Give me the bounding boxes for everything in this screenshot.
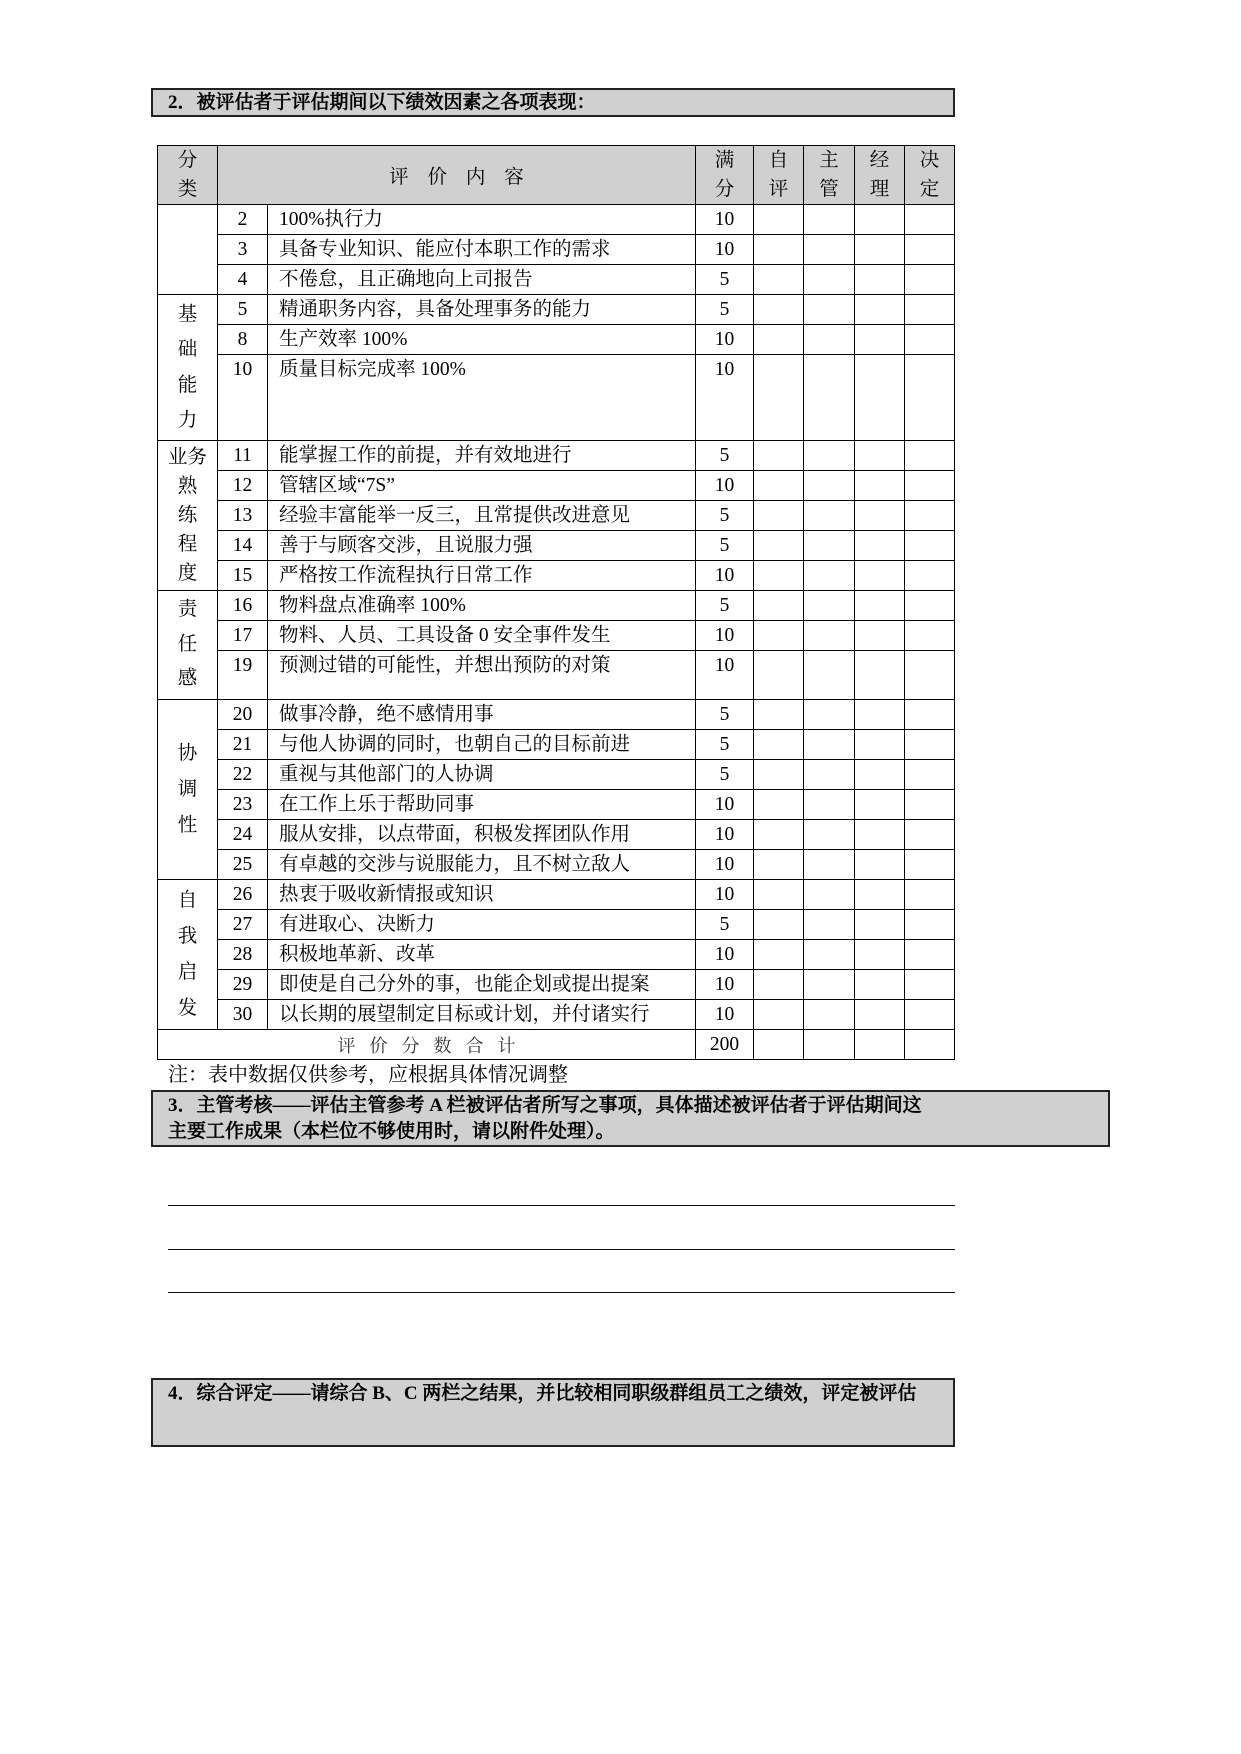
- manager-score-cell: [855, 880, 905, 910]
- item-number: 28: [218, 940, 268, 970]
- category-label-line: 能: [177, 374, 198, 396]
- item-content: 严格按工作流程执行日常工作: [268, 561, 696, 591]
- item-full-score: 10: [696, 820, 754, 850]
- header-manager: [855, 146, 905, 205]
- item-number: 3: [218, 235, 268, 265]
- category-label-line: 责: [177, 598, 198, 620]
- category-cell: [158, 441, 218, 591]
- item-content: 有卓越的交涉与说服能力，且不树立敌人: [268, 850, 696, 880]
- item-full-score: 10: [696, 355, 754, 441]
- item-content: 不倦怠，且正确地向上司报告: [268, 265, 696, 295]
- item-content: 善于与顾客交涉，且说服力强: [268, 531, 696, 561]
- item-content: 与他人协调的同时，也朝自己的目标前进: [268, 730, 696, 760]
- decision-score-cell: [905, 471, 955, 501]
- self-eval-cell: [754, 325, 804, 355]
- header-supervisor: [804, 146, 855, 205]
- item-full-score: 10: [696, 940, 754, 970]
- manager-score-cell: [855, 910, 905, 940]
- supervisor-score-cell: [804, 621, 855, 651]
- header-category-label: 分类: [177, 150, 198, 200]
- supervisor-score-cell: [804, 970, 855, 1000]
- item-content: 具备专业知识、能应付本职工作的需求: [268, 235, 696, 265]
- category-label-line: 调: [177, 778, 198, 800]
- item-number: 4: [218, 265, 268, 295]
- header-full-score-label: 满分: [714, 150, 735, 200]
- category-label-line: 基: [177, 304, 198, 325]
- blank-writing-line: [168, 1292, 955, 1293]
- decision-score-cell: [905, 531, 955, 561]
- decision-score-cell: [905, 325, 955, 355]
- item-content: 热衷于吸收新情报或知识: [268, 880, 696, 910]
- header-content-label: 评 价 内 容: [389, 167, 524, 188]
- supervisor-score-cell: [804, 880, 855, 910]
- evaluation-table: [157, 145, 955, 1060]
- manager-score-cell: [855, 355, 905, 441]
- supervisor-score-cell: [804, 235, 855, 265]
- category-label-line: 础: [177, 339, 198, 361]
- category-label-line: 力: [177, 409, 198, 431]
- category-label-line: 练: [177, 505, 198, 526]
- supervisor-score-cell: [804, 1000, 855, 1030]
- item-number: 11: [218, 441, 268, 471]
- item-full-score: 10: [696, 621, 754, 651]
- supervisor-score-cell: [804, 700, 855, 730]
- self-eval-cell: [754, 621, 804, 651]
- self-eval-cell: [754, 730, 804, 760]
- supervisor-score-cell: [804, 591, 855, 621]
- manager-score-cell: [855, 700, 905, 730]
- manager-score-cell: [855, 1000, 905, 1030]
- item-full-score: 5: [696, 910, 754, 940]
- item-full-score: 10: [696, 850, 754, 880]
- section-3-heading: [151, 1090, 1110, 1147]
- decision-score-cell: [905, 850, 955, 880]
- category-label-line: 发: [177, 997, 198, 1019]
- decision-score-cell: [905, 621, 955, 651]
- self-eval-cell: [754, 235, 804, 265]
- category-cell: [158, 880, 218, 1030]
- item-full-score: 10: [696, 325, 754, 355]
- total-self-eval-cell: [754, 1030, 804, 1060]
- supervisor-score-cell: [804, 730, 855, 760]
- item-number: 21: [218, 730, 268, 760]
- item-number: 2: [218, 205, 268, 235]
- header-content: [218, 146, 696, 205]
- section-2-title: 2．被评估者于评估期间以下绩效因素之各项表现：: [168, 92, 596, 113]
- item-full-score: 10: [696, 561, 754, 591]
- supervisor-score-cell: [804, 910, 855, 940]
- decision-score-cell: [905, 295, 955, 325]
- self-eval-cell: [754, 700, 804, 730]
- category-label-line: 度: [177, 563, 198, 584]
- item-full-score: 5: [696, 591, 754, 621]
- decision-score-cell: [905, 205, 955, 235]
- item-content: 精通职务内容，具备处理事务的能力: [268, 295, 696, 325]
- decision-score-cell: [905, 700, 955, 730]
- section-3-line: 3．主管考核——评估主管参考 A 栏被评估者所写之事项，具体描述被评估者于评估期间这: [168, 1095, 922, 1116]
- manager-score-cell: [855, 471, 905, 501]
- item-content: 以长期的展望制定目标或计划，并付诸实行: [268, 1000, 696, 1030]
- item-full-score: 10: [696, 880, 754, 910]
- item-number: 27: [218, 910, 268, 940]
- manager-score-cell: [855, 651, 905, 700]
- manager-score-cell: [855, 730, 905, 760]
- category-cell: [158, 700, 218, 880]
- self-eval-cell: [754, 471, 804, 501]
- manager-score-cell: [855, 325, 905, 355]
- manager-score-cell: [855, 591, 905, 621]
- item-number: 13: [218, 501, 268, 531]
- item-full-score: 5: [696, 501, 754, 531]
- manager-score-cell: [855, 940, 905, 970]
- item-content: 重视与其他部门的人协调: [268, 760, 696, 790]
- category-cell: [158, 591, 218, 700]
- supervisor-score-cell: [804, 325, 855, 355]
- item-number: 19: [218, 651, 268, 700]
- self-eval-cell: [754, 1000, 804, 1030]
- item-content: 有进取心、决断力: [268, 910, 696, 940]
- item-full-score: 10: [696, 790, 754, 820]
- self-eval-cell: [754, 561, 804, 591]
- supervisor-score-cell: [804, 355, 855, 441]
- item-number: 30: [218, 1000, 268, 1030]
- header-manager-label: 经理: [869, 150, 890, 200]
- header-full-score: [696, 146, 754, 205]
- decision-score-cell: [905, 790, 955, 820]
- item-content: 物料、人员、工具设备 0 安全事件发生: [268, 621, 696, 651]
- decision-score-cell: [905, 235, 955, 265]
- supervisor-score-cell: [804, 561, 855, 591]
- self-eval-cell: [754, 205, 804, 235]
- item-number: 25: [218, 850, 268, 880]
- item-content: 能掌握工作的前提，并有效地进行: [268, 441, 696, 471]
- item-content: 100%执行力: [268, 205, 696, 235]
- total-supervisor-cell: [804, 1030, 855, 1060]
- supervisor-score-cell: [804, 295, 855, 325]
- decision-score-cell: [905, 910, 955, 940]
- manager-score-cell: [855, 235, 905, 265]
- self-eval-cell: [754, 790, 804, 820]
- item-content: 在工作上乐于帮助同事: [268, 790, 696, 820]
- item-number: 17: [218, 621, 268, 651]
- manager-score-cell: [855, 501, 905, 531]
- header-supervisor-label: 主管: [819, 150, 839, 200]
- total-label: 评 价 分 数 合 计: [158, 1030, 696, 1060]
- item-full-score: 5: [696, 531, 754, 561]
- decision-score-cell: [905, 940, 955, 970]
- self-eval-cell: [754, 910, 804, 940]
- manager-score-cell: [855, 205, 905, 235]
- manager-score-cell: [855, 790, 905, 820]
- manager-score-cell: [855, 265, 905, 295]
- item-full-score: 10: [696, 205, 754, 235]
- item-number: 29: [218, 970, 268, 1000]
- self-eval-cell: [754, 760, 804, 790]
- manager-score-cell: [855, 561, 905, 591]
- decision-score-cell: [905, 355, 955, 441]
- self-eval-cell: [754, 970, 804, 1000]
- section-4-heading: [151, 1378, 955, 1447]
- category-cell: [158, 295, 218, 441]
- item-full-score: 10: [696, 651, 754, 700]
- manager-score-cell: [855, 441, 905, 471]
- item-content: 经验丰富能举一反三，且常提供改进意见: [268, 501, 696, 531]
- self-eval-cell: [754, 880, 804, 910]
- decision-score-cell: [905, 970, 955, 1000]
- blank-writing-line: [168, 1249, 955, 1250]
- decision-score-cell: [905, 820, 955, 850]
- item-number: 22: [218, 760, 268, 790]
- category-label-line: 任: [177, 633, 198, 655]
- header-decision-label: 决定: [919, 150, 940, 200]
- item-full-score: 5: [696, 700, 754, 730]
- supervisor-score-cell: [804, 531, 855, 561]
- item-content: 做事冷静，绝不感情用事: [268, 700, 696, 730]
- header-category: [158, 146, 218, 205]
- item-full-score: 10: [696, 235, 754, 265]
- table-note: 注：表中数据仅供参考，应根据具体情况调整: [168, 1064, 568, 1086]
- category-label-line: 程: [177, 534, 198, 555]
- item-number: 23: [218, 790, 268, 820]
- self-eval-cell: [754, 850, 804, 880]
- self-eval-cell: [754, 265, 804, 295]
- header-decision: [905, 146, 955, 205]
- supervisor-score-cell: [804, 651, 855, 700]
- decision-score-cell: [905, 591, 955, 621]
- self-eval-cell: [754, 531, 804, 561]
- self-eval-cell: [754, 820, 804, 850]
- manager-score-cell: [855, 621, 905, 651]
- category-cell: [158, 205, 218, 295]
- self-eval-cell: [754, 501, 804, 531]
- decision-score-cell: [905, 441, 955, 471]
- item-number: 24: [218, 820, 268, 850]
- blank-writing-line: [168, 1205, 955, 1206]
- item-full-score: 5: [696, 441, 754, 471]
- supervisor-score-cell: [804, 940, 855, 970]
- self-eval-cell: [754, 295, 804, 325]
- category-label-line: 我: [177, 925, 198, 947]
- decision-score-cell: [905, 760, 955, 790]
- self-eval-cell: [754, 651, 804, 700]
- item-content: 质量目标完成率 100%: [268, 355, 696, 441]
- item-number: 15: [218, 561, 268, 591]
- total-full-score: 200: [696, 1030, 754, 1060]
- decision-score-cell: [905, 265, 955, 295]
- item-full-score: 10: [696, 1000, 754, 1030]
- supervisor-score-cell: [804, 820, 855, 850]
- supervisor-score-cell: [804, 501, 855, 531]
- item-content: 生产效率 100%: [268, 325, 696, 355]
- self-eval-cell: [754, 441, 804, 471]
- manager-score-cell: [855, 531, 905, 561]
- decision-score-cell: [905, 501, 955, 531]
- category-label-line: 性: [177, 814, 198, 836]
- item-full-score: 5: [696, 760, 754, 790]
- supervisor-score-cell: [804, 760, 855, 790]
- section-4-title: 4．综合评定——请综合 B、C 两栏之结果，并比较相同职级群组员工之绩效，评定被评估: [168, 1383, 917, 1404]
- item-content: 即使是自己分外的事，也能企划或提出提案: [268, 970, 696, 1000]
- supervisor-score-cell: [804, 265, 855, 295]
- manager-score-cell: [855, 850, 905, 880]
- category-label-line: 自: [177, 889, 198, 911]
- header-self-eval: [754, 146, 804, 205]
- item-full-score: 5: [696, 295, 754, 325]
- supervisor-score-cell: [804, 471, 855, 501]
- decision-score-cell: [905, 651, 955, 700]
- decision-score-cell: [905, 880, 955, 910]
- total-manager-cell: [855, 1030, 905, 1060]
- category-label-line: 感: [177, 668, 198, 690]
- self-eval-cell: [754, 940, 804, 970]
- item-content: 物料盘点准确率 100%: [268, 591, 696, 621]
- item-full-score: 5: [696, 730, 754, 760]
- decision-score-cell: [905, 1000, 955, 1030]
- section-2-heading: [151, 88, 955, 117]
- supervisor-score-cell: [804, 205, 855, 235]
- decision-score-cell: [905, 730, 955, 760]
- section-3-line: 主要工作成果（本栏位不够使用时，请以附件处理）。: [168, 1121, 615, 1142]
- item-number: 16: [218, 591, 268, 621]
- item-number: 26: [218, 880, 268, 910]
- item-content: 管辖区域“7S”: [268, 471, 696, 501]
- category-label-line: 业务: [167, 447, 207, 468]
- item-number: 5: [218, 295, 268, 325]
- item-content: 服从安排，以点带面，积极发挥团队作用: [268, 820, 696, 850]
- supervisor-score-cell: [804, 790, 855, 820]
- category-label-line: 协: [177, 742, 198, 764]
- supervisor-score-cell: [804, 441, 855, 471]
- self-eval-cell: [754, 591, 804, 621]
- item-full-score: 10: [696, 471, 754, 501]
- header-self-eval-label: 自评: [768, 150, 789, 200]
- category-label-line: 熟: [177, 476, 198, 497]
- supervisor-score-cell: [804, 850, 855, 880]
- item-content: 预测过错的可能性，并想出预防的对策: [268, 651, 696, 700]
- item-number: 14: [218, 531, 268, 561]
- manager-score-cell: [855, 760, 905, 790]
- item-number: 20: [218, 700, 268, 730]
- manager-score-cell: [855, 970, 905, 1000]
- manager-score-cell: [855, 295, 905, 325]
- item-number: 8: [218, 325, 268, 355]
- decision-score-cell: [905, 561, 955, 591]
- item-number: 10: [218, 355, 268, 441]
- item-content: 积极地革新、改革: [268, 940, 696, 970]
- category-label-line: 启: [177, 961, 198, 983]
- manager-score-cell: [855, 820, 905, 850]
- item-full-score: 10: [696, 970, 754, 1000]
- item-number: 12: [218, 471, 268, 501]
- item-full-score: 5: [696, 265, 754, 295]
- self-eval-cell: [754, 355, 804, 441]
- total-decision-cell: [905, 1030, 955, 1060]
